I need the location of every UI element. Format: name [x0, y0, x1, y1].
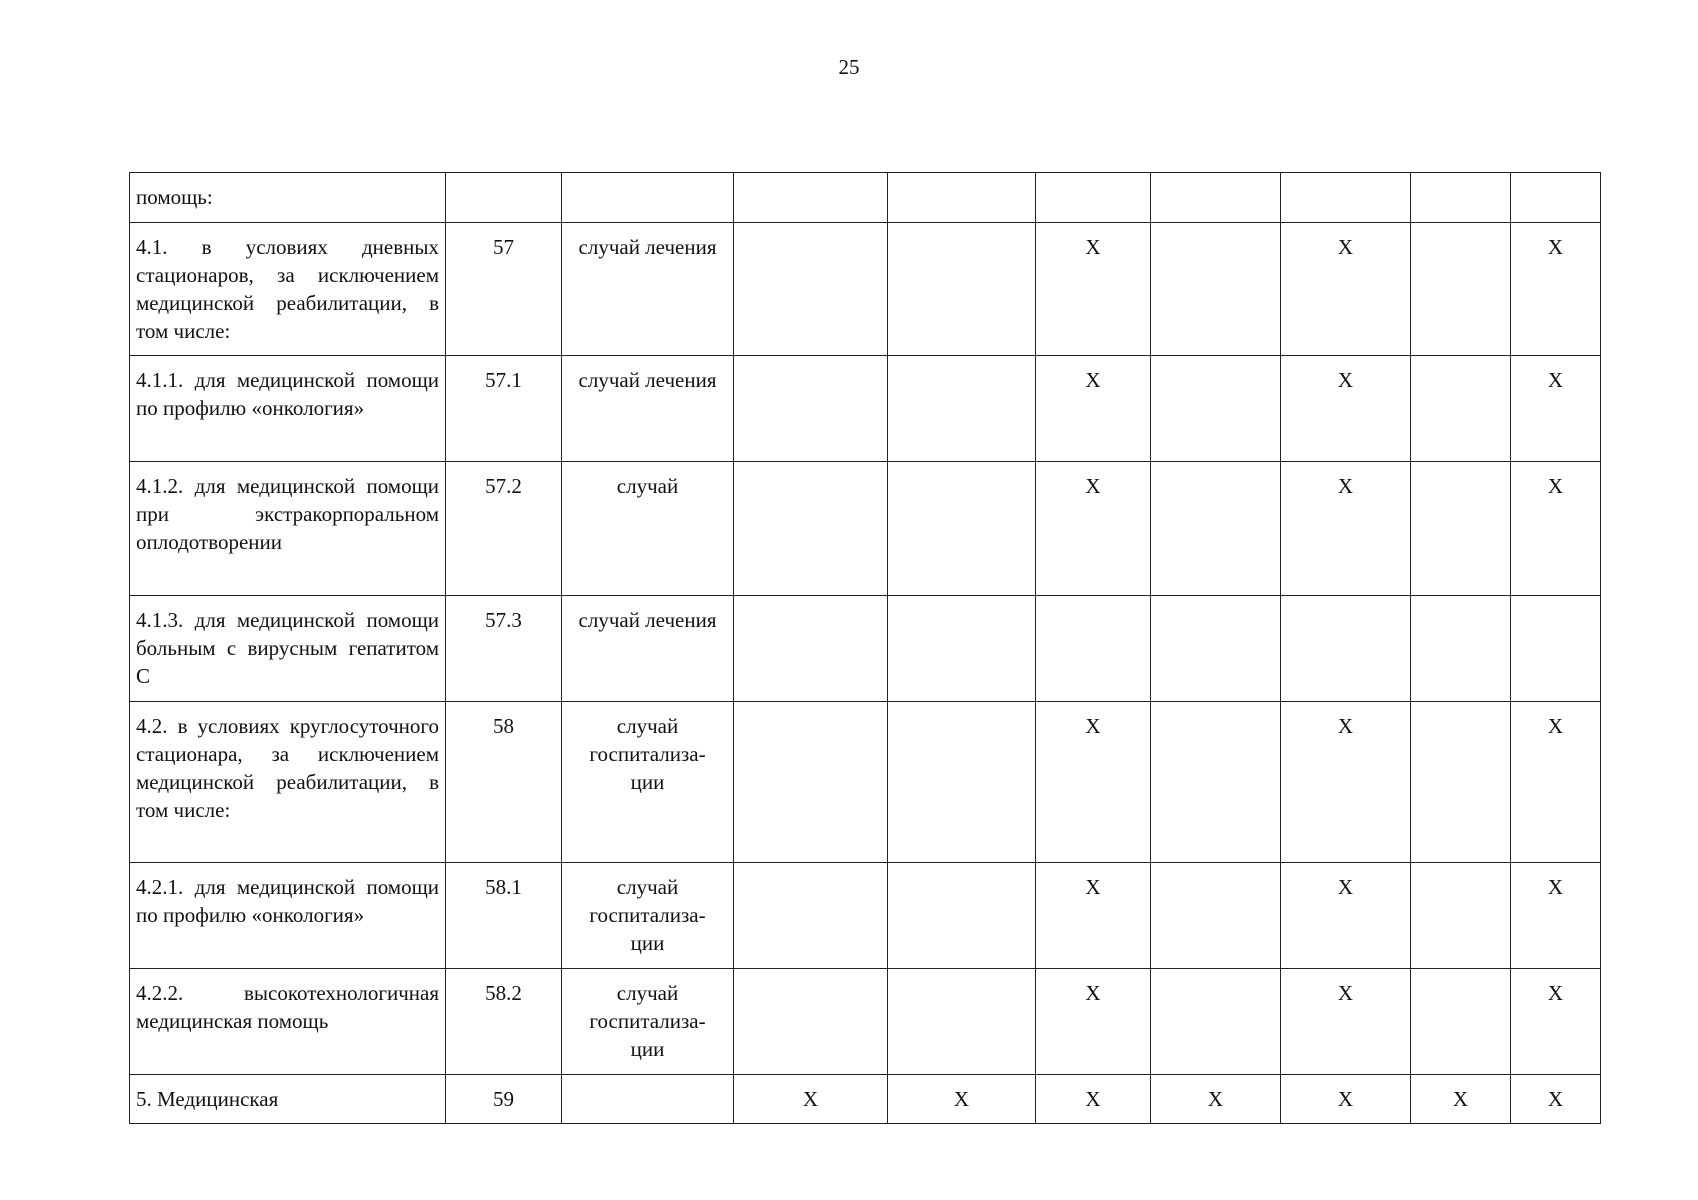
row-name-cell: 4.2. в условиях круглосуточного стационара, за исключением медицинской реабилитации, в том числе:: [130, 702, 446, 863]
mark-cell-7: X: [1511, 863, 1601, 969]
row-unit-cell: [562, 173, 734, 223]
table-row: [130, 1075, 1601, 1124]
row-unit-cell: случай госпитализа- ции: [562, 702, 734, 863]
row-unit-cell: случай лечения: [562, 223, 734, 356]
mark-cell-6: [1411, 863, 1511, 969]
mark-cell-1: [734, 863, 888, 969]
table-row: [130, 462, 1601, 596]
mark-cell-3: X: [1036, 969, 1151, 1075]
row-name-cell: 4.1.1. для медицинской помощи по профилю «онкология»: [130, 356, 446, 462]
mark-cell-1: X: [734, 1075, 888, 1124]
table-row: [130, 596, 1601, 702]
mark-cell-7: X: [1511, 462, 1601, 596]
page-number: 25: [838, 55, 860, 79]
row-number-cell: 57.3: [446, 596, 562, 702]
mark-cell-3: X: [1036, 863, 1151, 969]
row-name-cell: 4.2.2. высокотехнологичная медицинская помощь: [130, 969, 446, 1075]
mark-cell-4: [1151, 863, 1281, 969]
table-row: [130, 863, 1601, 969]
row-unit-cell: случай госпитализа- ции: [562, 969, 734, 1075]
mark-cell-6: [1411, 969, 1511, 1075]
mark-cell-3: X: [1036, 702, 1151, 863]
mark-cell-3: X: [1036, 223, 1151, 356]
row-number-cell: 57: [446, 223, 562, 356]
mark-cell-6: X: [1411, 1075, 1511, 1124]
mark-cell-2: [888, 173, 1036, 223]
mark-cell-1: [734, 702, 888, 863]
table-row: [130, 969, 1601, 1075]
row-unit-cell: случай лечения: [562, 596, 734, 702]
mark-cell-6: [1411, 462, 1511, 596]
mark-cell-4: [1151, 702, 1281, 863]
row-name-cell: 4.1.2. для медицинской помощи при экстракорпоральном оплодотворении: [130, 462, 446, 596]
mark-cell-2: [888, 863, 1036, 969]
mark-cell-1: [734, 356, 888, 462]
mark-cell-1: [734, 223, 888, 356]
row-number-cell: 58: [446, 702, 562, 863]
mark-cell-5: X: [1281, 356, 1411, 462]
mark-cell-7: [1511, 173, 1601, 223]
row-unit-cell: [562, 1075, 734, 1124]
mark-cell-1: [734, 462, 888, 596]
mark-cell-6: [1411, 702, 1511, 863]
row-name-cell: 4.2.1. для медицинской помощи по профилю «онкология»: [130, 863, 446, 969]
mark-cell-5: X: [1281, 969, 1411, 1075]
mark-cell-3: X: [1036, 462, 1151, 596]
row-name-cell: помощь:: [130, 173, 446, 223]
mark-cell-2: [888, 969, 1036, 1075]
mark-cell-1: [734, 596, 888, 702]
mark-cell-7: X: [1511, 1075, 1601, 1124]
row-unit-cell: случай госпитализа- ции: [562, 863, 734, 969]
mark-cell-5: X: [1281, 702, 1411, 863]
mark-cell-4: [1151, 462, 1281, 596]
mark-cell-2: [888, 356, 1036, 462]
row-number-cell: 57.1: [446, 356, 562, 462]
row-unit-cell: случай: [562, 462, 734, 596]
mark-cell-2: X: [888, 1075, 1036, 1124]
row-name-cell: 5. Медицинская: [130, 1075, 446, 1124]
mark-cell-5: [1281, 596, 1411, 702]
mark-cell-4: [1151, 356, 1281, 462]
mark-cell-5: X: [1281, 223, 1411, 356]
row-name-cell: 4.1.3. для медицинской помощи больным с вирусным гепатитом С: [130, 596, 446, 702]
mark-cell-2: [888, 223, 1036, 356]
mark-cell-6: [1411, 223, 1511, 356]
row-name-cell: 4.1. в условиях дневных стационаров, за исключением медицинской реабилитации, в том числе:: [130, 223, 446, 356]
mark-cell-2: [888, 462, 1036, 596]
table-row: [130, 173, 1601, 223]
table-row: [130, 223, 1601, 356]
mark-cell-7: X: [1511, 356, 1601, 462]
mark-cell-3: X: [1036, 356, 1151, 462]
mark-cell-3: [1036, 596, 1151, 702]
mark-cell-5: [1281, 173, 1411, 223]
mark-cell-2: [888, 702, 1036, 863]
mark-cell-5: X: [1281, 462, 1411, 596]
mark-cell-6: [1411, 596, 1511, 702]
row-number-cell: 58.1: [446, 863, 562, 969]
mark-cell-3: X: [1036, 1075, 1151, 1124]
mark-cell-4: [1151, 596, 1281, 702]
mark-cell-5: X: [1281, 863, 1411, 969]
mark-cell-4: [1151, 969, 1281, 1075]
mark-cell-4: [1151, 173, 1281, 223]
row-number-cell: 57.2: [446, 462, 562, 596]
mark-cell-7: X: [1511, 969, 1601, 1075]
mark-cell-1: [734, 969, 888, 1075]
mark-cell-7: [1511, 596, 1601, 702]
mark-cell-7: X: [1511, 223, 1601, 356]
mark-cell-6: [1411, 173, 1511, 223]
table-row: [130, 356, 1601, 462]
data-table: [129, 172, 1601, 1124]
row-number-cell: 59: [446, 1075, 562, 1124]
mark-cell-5: X: [1281, 1075, 1411, 1124]
mark-cell-1: [734, 173, 888, 223]
row-number-cell: 58.2: [446, 969, 562, 1075]
mark-cell-6: [1411, 356, 1511, 462]
mark-cell-3: [1036, 173, 1151, 223]
mark-cell-4: [1151, 223, 1281, 356]
table-row: [130, 702, 1601, 863]
row-unit-cell: случай лечения: [562, 356, 734, 462]
mark-cell-7: X: [1511, 702, 1601, 863]
mark-cell-4: X: [1151, 1075, 1281, 1124]
mark-cell-2: [888, 596, 1036, 702]
row-number-cell: [446, 173, 562, 223]
